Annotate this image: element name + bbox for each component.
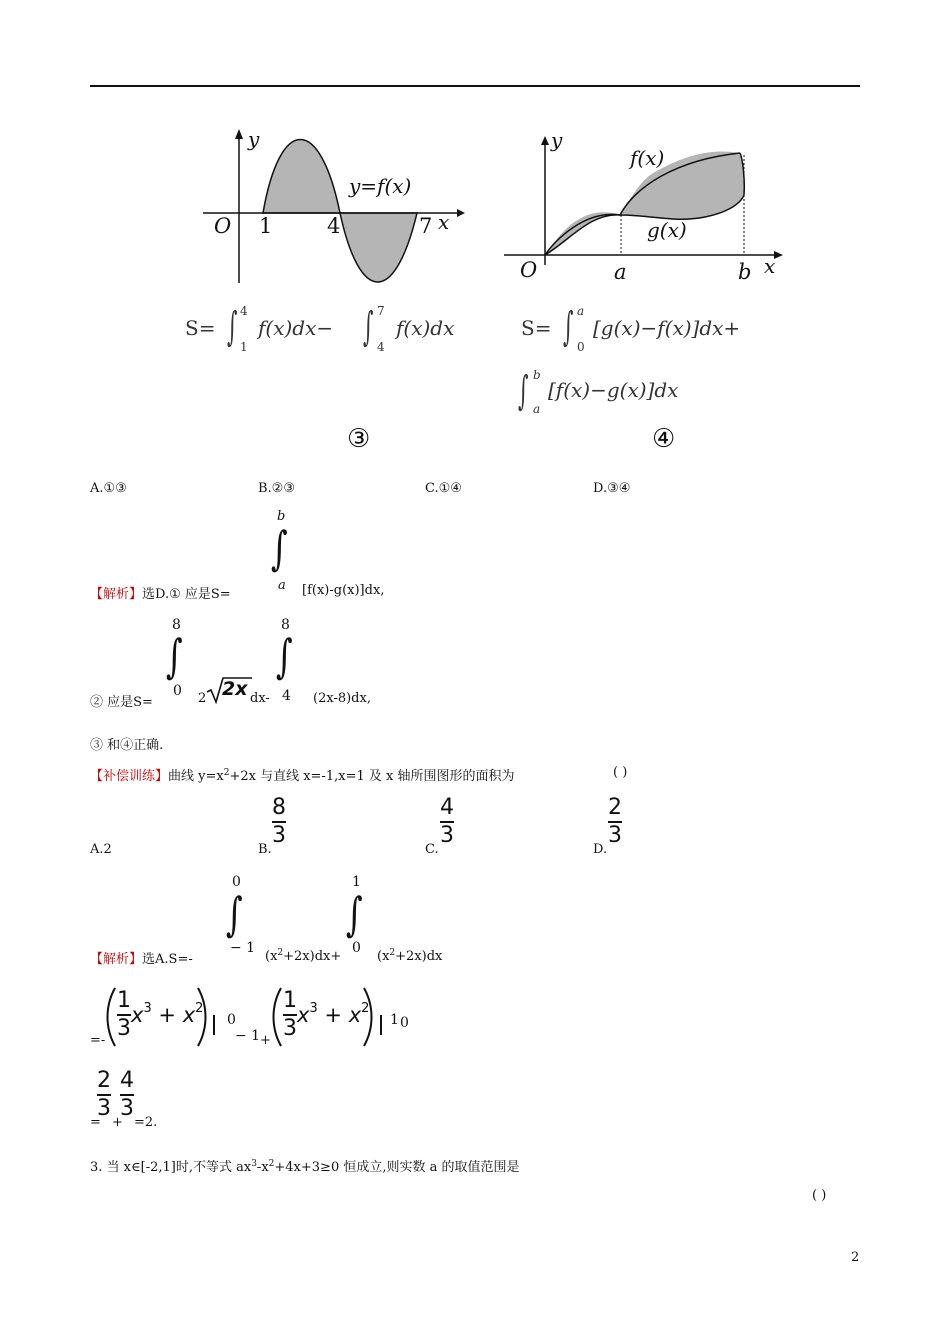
fig3-integral-sign-1: ∫ <box>227 304 238 350</box>
analysis1-tag: 【解析】 <box>90 587 143 602</box>
fig4-g-label: g(x) <box>647 218 687 242</box>
analysis1-coef: 2 <box>198 691 207 706</box>
frac-num: 4 <box>440 795 454 820</box>
analysis1-line1 <box>90 583 231 602</box>
analysis2-integral-2: ∫ <box>346 887 363 941</box>
supplement-text-b: +2x 与直线 x=-1,x=1 及 x 轴所围图形的面积为 <box>229 769 515 784</box>
q2-option-d: D.③④ <box>593 481 631 496</box>
right-paren-1 <box>196 986 210 1048</box>
x2: x <box>348 1003 362 1027</box>
fig4-tick-a: a <box>614 260 627 284</box>
analysis1-line2-prefix: ② 应是S= <box>90 695 153 710</box>
fig4-int1-lower: 0 <box>577 340 585 354</box>
analysis1-int-a-upper: 8 <box>172 617 181 633</box>
header-rule <box>90 85 860 87</box>
supplement-paren: ( ) <box>613 765 628 780</box>
body2-a: (x <box>377 949 390 964</box>
analysis1-sqrt-body: 2x <box>222 678 248 700</box>
analysis1-int-a-lower: 0 <box>173 683 182 699</box>
body2-sup: 2 <box>389 948 396 958</box>
plus: + <box>324 1003 343 1027</box>
fig3-x-label: x <box>438 210 450 234</box>
analysis2-plus2: + <box>260 1033 271 1048</box>
fig4-integral-sign-2: ∫ <box>518 368 529 414</box>
frac-num: 8 <box>272 795 286 820</box>
q3-text-a: 3. 当 x∈[-2,1]时,不等式 ax <box>90 1160 252 1175</box>
fig4-y-label: y <box>551 128 563 152</box>
analysis2-int2-lower: 0 <box>352 940 361 956</box>
fig3-tick-4: 4 <box>327 214 341 238</box>
frac-num: 4 <box>120 1068 134 1093</box>
frac-num: 2 <box>97 1068 111 1093</box>
fig4-number: ④ <box>652 424 676 454</box>
analysis1-int-lower: a <box>278 578 286 593</box>
body1-sup: 2 <box>277 948 284 958</box>
fig4-int2-body: [f(x)−g(x)]dx <box>548 378 679 402</box>
frac-num: 1 <box>283 988 297 1013</box>
frac-den: 3 <box>272 823 286 848</box>
fig3-integral-sign-2: ∫ <box>363 304 374 350</box>
analysis2-line1 <box>90 948 193 967</box>
q2-option-a: A.①③ <box>90 481 127 496</box>
analysis2-int1-upper: 0 <box>232 874 241 890</box>
analysis2-text: 选A.S=- <box>142 952 193 967</box>
analysis2-eq-prefix: =- <box>90 1033 106 1048</box>
analysis1-int-upper: b <box>277 509 286 524</box>
supplement-option-b-fraction <box>272 797 286 847</box>
body1-a: (x <box>265 949 278 964</box>
frac-den: 3 <box>440 823 454 848</box>
analysis2-x3-2 <box>297 1001 369 1027</box>
supplement-option-c-prefix: C. <box>425 842 439 857</box>
analysis1-line1-rest: [f(x)-g(x)]dx, <box>302 583 385 598</box>
analysis2-eval1-lower: − 1 <box>235 1028 261 1044</box>
supplement-question <box>90 765 514 784</box>
analysis1-integral-b: ∫ <box>276 629 293 683</box>
q2-option-b: B.②③ <box>258 481 295 496</box>
analysis2-tag: 【解析】 <box>90 952 143 967</box>
q2-option-c: C.①④ <box>425 481 462 496</box>
fig4-int1-upper: a <box>577 304 585 318</box>
body1-b: +2x)dx+ <box>283 949 342 964</box>
analysis1-line1-text: 选D.① 应是S= <box>142 587 231 602</box>
frac-den: 3 <box>117 1016 131 1041</box>
x2: x <box>182 1003 196 1027</box>
supplement-sup: 2 <box>223 768 230 778</box>
analysis2-final-plus: + <box>112 1115 123 1130</box>
fig3-number: ③ <box>347 424 371 454</box>
q3-text-b: -x <box>256 1160 269 1175</box>
analysis2-int1-lower: − 1 <box>230 940 256 956</box>
frac-den: 3 <box>608 823 622 848</box>
analysis2-eval2-lower: 0 <box>400 1015 409 1031</box>
frac-den: 3 <box>120 1096 134 1121</box>
right-paren-2 <box>362 986 376 1048</box>
q3-sup2: 2 <box>268 1159 275 1169</box>
supplement-text-a: 曲线 y=x <box>168 769 224 784</box>
fig4-int1-body: [g(x)−f(x)]dx+ <box>593 316 741 340</box>
x2-sup: 2 <box>361 1001 370 1016</box>
supplement-option-d-prefix: D. <box>593 842 608 857</box>
analysis2-x3 <box>131 1001 203 1027</box>
analysis2-final-fraction-2 <box>120 1070 134 1120</box>
fig3-int1-lower: 1 <box>240 340 248 354</box>
fig4-tick-b: b <box>738 260 752 284</box>
fig3-tick-1: 1 <box>259 214 273 238</box>
q3-sup3: 3 <box>251 1159 257 1169</box>
eval-bar-2 <box>380 1015 382 1035</box>
analysis2-body1 <box>265 948 341 964</box>
fig4-x-label: x <box>764 254 776 278</box>
fig4-formula-s: S= <box>521 316 552 340</box>
q3-paren: ( ) <box>812 1188 827 1203</box>
analysis2-int2-upper: 1 <box>352 874 361 890</box>
supplement-tag: 【补偿训练】 <box>90 769 169 784</box>
left-paren-2 <box>269 986 283 1048</box>
analysis2-eval2-upper: 1 <box>390 1012 399 1028</box>
fig3-formula-s: S= <box>185 316 216 340</box>
analysis2-final-result: =2. <box>134 1115 158 1130</box>
analysis2-eval1-upper: 0 <box>227 1012 236 1028</box>
fig3-origin: O <box>214 214 232 238</box>
supplement-option-d-fraction <box>608 797 622 847</box>
page-number: 2 <box>851 1250 860 1265</box>
fig4-integral-sign-1: ∫ <box>563 304 574 350</box>
fig3-y-label: y <box>248 127 260 151</box>
analysis2-integral-1: ∫ <box>226 887 243 941</box>
analysis1-line2-rest: (2x-8)dx, <box>313 691 371 706</box>
fig4-f-label: f(x) <box>630 146 665 170</box>
x2-sup: 2 <box>195 1001 204 1016</box>
fig3-curve-label: y=f(x) <box>349 174 412 198</box>
analysis1-mid: dx- <box>250 691 270 706</box>
fig4-int2-upper: b <box>533 368 541 382</box>
analysis1-integral-sign: ∫ <box>271 521 288 575</box>
fig3-tick-7: 7 <box>419 214 433 238</box>
eval-bar-1 <box>213 1015 215 1035</box>
fig3-int1-upper: 4 <box>240 304 248 318</box>
analysis2-body2 <box>377 948 442 964</box>
figure-3-graph <box>195 125 465 290</box>
fig3-int1-body: f(x)dx− <box>258 316 334 340</box>
fig4-int2-lower: a <box>533 402 541 416</box>
fig3-int2-body: f(x)dx <box>396 316 455 340</box>
analysis2-paren2-fraction <box>283 990 297 1040</box>
fig3-int2-lower: 4 <box>377 340 385 354</box>
x3-sup: 3 <box>143 1001 152 1016</box>
x3: x <box>131 1003 144 1027</box>
analysis2-final-eq: = <box>90 1115 101 1130</box>
frac-num: 1 <box>117 988 131 1013</box>
frac-den: 3 <box>97 1096 111 1121</box>
supplement-option-b-prefix: B. <box>258 842 272 857</box>
x3-sup: 3 <box>309 1001 318 1016</box>
analysis1-int-b-lower: 4 <box>282 688 291 704</box>
frac-den: 3 <box>283 1016 297 1041</box>
q3-text-c: +4x+3≥0 恒成立,则实数 a 的取值范围是 <box>274 1160 520 1175</box>
body2-b: +2x)dx <box>395 949 443 964</box>
frac-num: 2 <box>608 795 622 820</box>
plus: + <box>158 1003 177 1027</box>
analysis2-final-fraction-1 <box>97 1070 111 1120</box>
supplement-option-c-fraction <box>440 797 454 847</box>
x3: x <box>297 1003 310 1027</box>
supplement-option-a: A.2 <box>90 842 112 857</box>
analysis1-int-b-upper: 8 <box>281 617 290 633</box>
left-paren-1 <box>103 986 117 1048</box>
analysis2-paren1-fraction <box>117 990 131 1040</box>
fig4-origin: O <box>520 258 538 282</box>
analysis1-integral-a: ∫ <box>166 629 183 683</box>
analysis1-line3: ③ 和④正确. <box>90 738 164 753</box>
fig3-int2-upper: 7 <box>377 304 385 318</box>
q3-question <box>90 1156 520 1175</box>
